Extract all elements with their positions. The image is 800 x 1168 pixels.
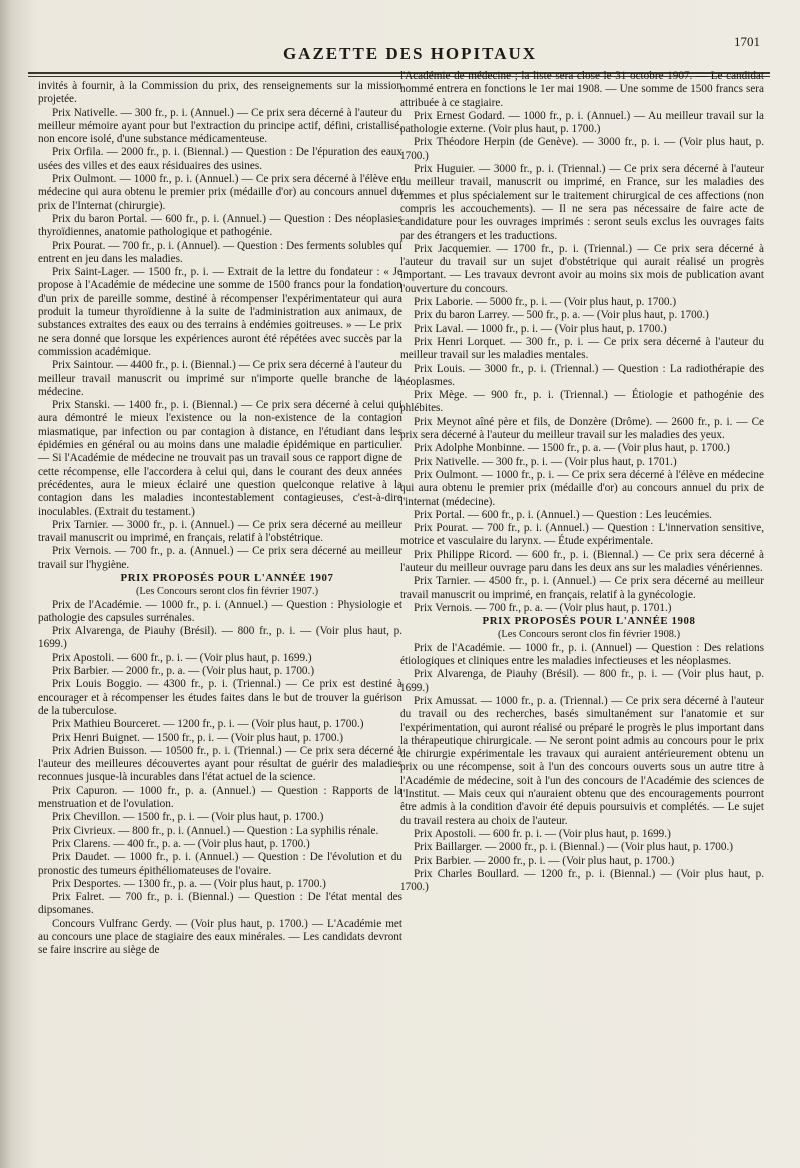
paragraph: Prix Ernest Godard. — 1000 fr., p. i. (Annuel.) — Au meilleur travail sur la pathologie externe. (Voir plus haut, p. 1700.)	[400, 109, 764, 136]
paragraph: Prix Charles Boullard. — 1200 fr., p. i. (Biennal.) — (Voir plus haut, p. 1700.)	[400, 867, 764, 894]
paragraph: Prix Meynot aîné père et fils, de Donzère (Drôme). — 2600 fr., p. i. — Ce prix sera décerné à l'auteur du meilleur travail sur les maladies des yeux.	[400, 415, 764, 442]
paragraph: Prix Louis. — 3000 fr., p. i. (Triennal.) — Question : La radiothérapie des néoplasmes.	[400, 362, 764, 388]
paragraph: Prix Alvarenga, de Piauhy (Brésil). — 800 fr., p. i. — (Voir plus haut, p. 1699.)	[38, 625, 402, 651]
paragraph: Prix Chevillon. — 1500 fr., p. i. — (Voir plus haut, p. 1700.)	[52, 811, 324, 824]
paragraph: Prix Henri Lorquet. — 300 fr., p. i. — Ce prix sera décerné à l'auteur du meilleur travail sur les maladies mentales.	[400, 335, 764, 362]
page-header	[60, 34, 760, 74]
paragraph: Prix Mège. — 900 fr., p. i. (Triennal.) — Étiologie et pathogénie des phlébites.	[400, 389, 764, 415]
paragraph: Prix Falret. — 700 fr., p. i. (Biennal.) — Question : De l'état mental des dipsomanes.	[38, 891, 402, 917]
paragraph: Prix Alvarenga, de Piauhy (Brésil). — 800 fr., p. i. — (Voir plus haut, p. 1699.)	[400, 668, 764, 694]
left-column	[38, 80, 402, 958]
paragraph: Prix Théodore Herpin (de Genève). — 3000 fr., p. i. — (Voir plus haut, p. 1700.)	[400, 136, 764, 162]
section-heading: PRIX PROPOSÉS POUR L'ANNÉE 1907	[120, 571, 334, 584]
paragraph: Prix Amussat. — 1000 fr., p. a. (Triennal.) — Ce prix sera décerné à l'auteur du travail ou des recherches, basés simultanément sur l'anatomie et sur l'expérimentation, qui auront réalisé ou préparé le progrès le plus important dans la thérapeutique chirurgicale. — Ne seront point admis au concours pour le prix de chirurgie expérimentale les travaux qui auraient antérieurement obtenu un prix ou une récompense, soit à l'un des concours ouverts sous un autre titre à l'Académie de médecine, soit à l'un des concours de l'Académie des sciences de l'Institut. — Mais ceux qui n'auraient obtenu que des encouragements pourront être admis à la condition d'avoir été depuis poursuivis et complétés. — Le sujet du travail restera au choix de l'auteur.	[400, 694, 764, 827]
section-subheading: (Les Concours seront clos fin février 1908.)	[497, 629, 681, 641]
paragraph: Prix Jacquemier. — 1700 fr., p. i. (Triennal.) — Ce prix sera décerné à l'auteur du travail sur un sujet d'obstétrique qui aurait réalisé un progrès important. — Les travaux devront avoir au moins six mois de publication avant l'ouverture du concours.	[400, 242, 764, 295]
paragraph: Prix Nativelle. — 300 fr., p. i. (Annuel.) — Ce prix sera décerné à l'auteur du meilleur mémoire ayant pour but l'extraction du principe actif, défini, cristallisé, non encore isolé, d'une substance médicamenteuse.	[38, 106, 402, 146]
paragraph: Prix Apostoli. — 600 fr. p. i. — (Voir plus haut, p. 1699.)	[414, 827, 671, 840]
paragraph: Prix Stanski. — 1400 fr., p. i. (Biennal.) — Ce prix sera décerné à celui qui aura démontré le mieux l'existence ou la non-existence de la contagion miasmatique, par infection ou par contagion à distance, en l'étudiant dans les épidémies en général ou au moins dans une maladie épidémique en particulier. — Si l'Académie de médecine ne trouvait pas un travail sous ce rapport digne de cette récompense, elle l'accordera à celui qui, dans le courant des deux années précédentes, aura le mieux éclairé une question quelconque relative à la contagion dans les maladies incontestablement contagieuses, c'est-à-dire inoculables. (Extrait du testament.)	[38, 399, 402, 518]
paragraph: Prix Adolphe Monbinne. — 1500 fr., p. a. — (Voir plus haut, p. 1700.)	[414, 442, 730, 455]
paragraph: Prix du baron Larrey. — 500 fr., p. a. — (Voir plus haut, p. 1700.)	[414, 309, 709, 322]
paragraph: Prix Laborie. — 5000 fr., p. i. — (Voir plus haut, p. 1700.)	[414, 296, 677, 309]
page-number: 1701	[734, 34, 760, 49]
paragraph: Prix Philippe Ricord. — 600 fr., p. i. (Biennal.) — Ce prix sera décerné à l'auteur du meilleur ouvrage paru dans les deux ans sur les maladies vénériennes.	[400, 548, 764, 574]
paragraph: Prix Daudet. — 1000 fr., p. i. (Annuel.) — Question : De l'évolution et du pronostic des tumeurs épithéliomateuses de l'ovaire.	[38, 851, 402, 877]
paragraph: Prix Orfila. — 2000 fr., p. i. (Biennal.) — Question : De l'épuration des eaux usées des villes et des eaux résiduaires des usines.	[38, 146, 402, 172]
paragraph: l'Académie de médecine ; la liste sera close le 31 octobre 1907. — Le candidat nommé entrera en fonctions le 1er mai 1908. — Une somme de 1500 francs sera attribuée à ce stagiaire.	[400, 70, 764, 109]
paragraph: Prix Civrieux. — 800 fr., p. i. (Annuel.) — Question : La syphilis rénale.	[52, 824, 379, 837]
section-heading: PRIX PROPOSÉS POUR L'ANNÉE 1908	[482, 615, 696, 628]
paragraph: Prix Oulmont. — 1000 fr., p. i. — Ce prix sera décerné à l'élève en médecine qui aura obtenu le premier prix (médaille d'or) au concours annuel du prix de l'internat (médecine).	[400, 468, 764, 508]
paragraph: Concours Vulfranc Gerdy. — (Voir plus haut, p. 1700.) — L'Académie met au concours une place de stagiaire des eaux minérales. — Les candidats devront se faire inscrire au siège de	[38, 917, 402, 957]
paragraph: Prix Saint-Lager. — 1500 fr., p. i. — Extrait de la lettre du fondateur : « Je propose à l'Académie de médecine une somme de 1500 francs pour la fondation d'un prix de pareille somme, destiné à récompenser l'expérimentateur qui aura produit la tumeur thyroïdienne à la suite de l'administration aux animaux, de substances extraites des eaux ou des terrains à endémies goitreuses. » — Le prix ne sera donné que lorsque les expériences auront été répétées avec succès par la commission académique.	[38, 266, 402, 358]
paragraph: Prix Laval. — 1000 fr., p. i. — (Voir plus haut, p. 1700.)	[414, 322, 667, 335]
paragraph: Prix Baillarger. — 2000 fr., p. i. (Biennal.) — (Voir plus haut, p. 1700.)	[414, 841, 734, 854]
paragraph: Prix Pourat. — 700 fr., p. i. (Annuel.) — Question : L'innervation sensitive, motrice et vasculaire du larynx. — Étude expérimentale.	[400, 522, 764, 548]
journal-title: GAZETTE DES HOPITAUX	[282, 44, 538, 63]
paragraph: Prix Desportes. — 1300 fr., p. a. — (Voir plus haut, p. 1700.)	[52, 877, 326, 890]
paragraph: Prix Vernois. — 700 fr., p. a. (Annuel.) — Ce prix sera décerné au meilleur travail sur l'hygiène.	[38, 545, 402, 571]
section-subheading: (Les Concours seront clos fin février 1907.)	[135, 586, 319, 598]
paragraph: Prix Nativelle. — 300 fr., p. i. — (Voir plus haut, p. 1701.)	[414, 455, 677, 468]
paragraph: Prix Tarnier. — 3000 fr., p. i. (Annuel.) — Ce prix sera décerné au meilleur travail manuscrit ou imprimé, en français, relatif à l'obstétrique.	[38, 518, 402, 545]
paragraph: Prix Capuron. — 1000 fr., p. a. (Annuel.) — Question : Rapports de la menstruation et de l'ovulation.	[38, 784, 402, 811]
paragraph: invités à fournir, à la Commission du prix, des renseignements sur la mission projetée.	[38, 80, 402, 106]
paragraph: Prix Mathieu Bourceret. — 1200 fr., p. i. — (Voir plus haut, p. 1700.)	[52, 718, 364, 731]
paragraph: Prix Tarnier. — 4500 fr., p. i. (Annuel.) — Ce prix sera décerné au meilleur travail manuscrit ou imprimé, en français, relatif à la gynécologie.	[400, 575, 764, 601]
paragraph: Prix Adrien Buisson. — 10500 fr., p. i. (Triennal.) — Ce prix sera décerné à l'auteur des meilleures découvertes ayant pour résultat de guérir des maladies reconnues jusque-là incurables dans l'état actuel de la science.	[38, 744, 402, 784]
paragraph: Prix Saintour. — 4400 fr., p. i. (Biennal.) — Ce prix sera décerné à l'auteur du meilleur travail manuscrit ou imprimé sur n'importe quelle branche de la médecine.	[38, 359, 402, 398]
paragraph: Prix de l'Académie. — 1000 fr., p. i. (Annuel.) — Question : Physiologie et pathologie des capsules surrénales.	[38, 598, 402, 624]
paragraph: Prix Louis Boggio. — 4300 fr., p. i. (Triennal.) — Ce prix est destiné à encourager et à récompenser les études faites dans le but de trouver la guérison de la tuberculose.	[38, 678, 402, 717]
paragraph: Prix Barbier. — 2000 fr., p. a. — (Voir plus haut, p. 1700.)	[52, 665, 315, 678]
paragraph: Prix Oulmont. — 1000 fr., p. i. (Annuel.) — Ce prix sera décerné à l'élève en médecine qui aura obtenu le premier prix (médaille d'or) au concours annuel du prix de l'Internat (chirurgie).	[38, 173, 402, 212]
paragraph: Prix Apostoli. — 600 fr., p. i. — (Voir plus haut, p. 1699.)	[52, 651, 312, 664]
paragraph: Prix Huguier. — 3000 fr., p. i. (Triennal.) — Ce prix sera décerné à l'auteur du meilleur travail, manuscrit ou imprimé, en France, sur les maladies des femmes et plus spécialement sur le traitement chirurgical de ces affections (non compris les accouchements). — Il ne sera pas nécessaire de faire acte de candidature pour les ouvrages imprimés : seront seuls exclus les ouvrages faits par des étrangers et les traductions.	[400, 163, 764, 242]
paragraph: Prix Portal. — 600 fr., p. i. (Annuel.) — Question : Les leucémies.	[414, 508, 712, 521]
paragraph: Prix Pourat. — 700 fr., p. i. (Annuel). — Question : Des ferments solubles qui entrent en jeu dans les maladies.	[38, 239, 402, 265]
paragraph: Prix Henri Buignet. — 1500 fr., p. i. — (Voir plus haut, p. 1700.)	[52, 731, 343, 744]
paragraph: Prix du baron Portal. — 600 fr., p. i. (Annuel.) — Question : Des néoplasies thyroïdiennes, anatomie pathologique et pathogénie.	[38, 212, 402, 239]
right-column	[400, 70, 764, 894]
paragraph: Prix Clarens. — 400 fr., p. a. — (Voir plus haut, p. 1700.)	[52, 837, 310, 850]
paragraph: Prix Barbier. — 2000 fr., p. i. — (Voir plus haut, p. 1700.)	[414, 854, 675, 867]
paragraph: Prix de l'Académie. — 1000 fr., p. i. (Annuel) — Question : Des relations étiologiques et cliniques entre les maladies infectieuses et les néoplasmes.	[400, 641, 764, 668]
paragraph: Prix Vernois. — 700 fr., p. a. — (Voir plus haut, p. 1701.)	[414, 601, 672, 614]
